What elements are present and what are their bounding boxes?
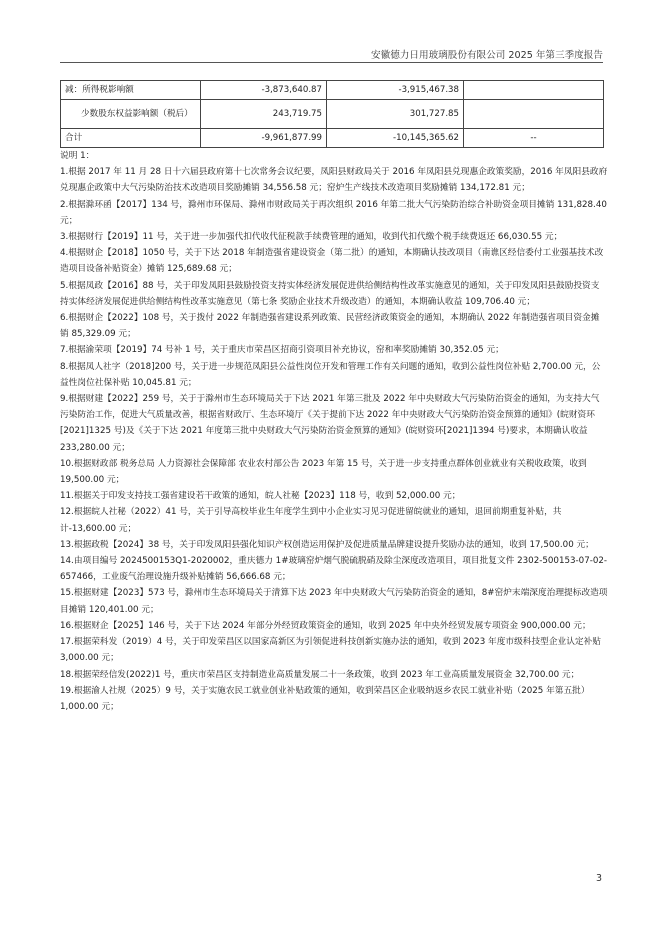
note-item: 6.根据财企【2022】108 号，关于拨付 2022 年制造强省建设系列政策、民营经济政策资金的通知，本期确认 2022 年制造强省项目资金摊销 85,329.09 元； xyxy=(60,313,600,340)
row-label: 少数股东权益影响额（税后） xyxy=(61,100,201,129)
note-item: 18.根据荣经信发(2022)1 号，重庆市荣昌区支持制造业高质量发展二十一条政策，收到 2023 年工业高质量发展资金 32,700.00 元； xyxy=(60,669,580,680)
note-item: 2.根据滁环函【2017】134 号，滁州市环保局、滁州市财政局关于再次组织 2016 年第二批大气污染防治综合补助资金项目摊销 131,828.40 元； xyxy=(60,199,607,226)
note-item: 13.根据政税【2024】38 号，关于印发凤阳县强化知识产权创造运用保护及促进质量品牌建设提升奖励办法的通知，收到 17,500.00 元； xyxy=(60,539,594,550)
note-item: 9.根据财建【2022】259 号，关于于滁州市生态环境局关于下达 2021 年第三批及 2022 年中央财政大气污染防治资金的通知，为支持大气污染防治工作，促进大气质量改善，根据省财政厅、生态环境厅《关于提前下达 2022 年中央财政大气污染防治资金预算的通知》(皖财资环[2021]1325 号)及《关于下达 2021 年度第三批中央财政大气污染防治资金预算的通知》(皖财资环[2021]1394 号)要求，本期确认收益 233,280.00 元； xyxy=(60,394,600,453)
note-item: 4.根据财企【2018】1050 号，关于下达 2018 年制造强省建设资金（第二批）的通知，本期确认技改项目（南谯区经信委付工业强基技术改造项目设备补贴资金）摊销 125,689.68 元； xyxy=(60,248,604,275)
note-item: 12.根据皖人社秘（2022）41 号，关于引导高校毕业生年度学生到中小企业实习见习促进留皖就业的通知，退回前期重复补贴，共计-13,600.00 元； xyxy=(60,507,562,534)
page-header: 安徽德力日用玻璃股份有限公司 2025 年第三季度报告 xyxy=(371,50,603,61)
note-item: 17.根据荣科发（2019）4 号，关于印发荣昌区以国家高新区为引领促进科技创新实施办法的通知，收到 2023 年度市级科技型企业认定补贴 3,000.00 元； xyxy=(60,637,601,664)
note-item: 14.由项目编号 2024500153Q1-2020002，重庆德力 1#玻璃窑炉烟气脱硫脱硝及除尘深度改造项目，项目批复文件 2302-500153-07-02-657466，工业废气治理设施升级补贴摊销 56,666.68 元； xyxy=(60,556,608,583)
cell-value: -10,145,365.62 xyxy=(327,129,464,148)
note-item: 8.根据凤人社字（2018]200 号，关于进一步规范凤阳县公益性岗位开发和管理工作有关问题的通知，收到公益性岗位补贴 2,700.00 元，公益性岗位社保补贴 10,045.81 元； xyxy=(60,361,601,388)
note-item: 5.根据凤政【2016】88 号，关于印发凤阳县鼓励投资支持实体经济发展促进供给侧结构性改革实施意见的通知，关于印发凤阳县鼓励投资支持实体经济发展促进供给侧结构性改革实施意见（第七条 奖励企业技术升级改造）的通知，本期确认收益 109,706.40 元； xyxy=(60,280,600,307)
note-item: 11.根据关于印发支持技工强省建设若干政策的通知，皖人社秘【2023】118 号，收到 52,000.00 元； xyxy=(60,491,461,502)
note-item: 3.根据财行【2019】11 号，关于进一步加强代扣代收代征税款手续费管理的通知，收到代扣代缴个税手续费返还 66,030.55 元； xyxy=(60,232,563,243)
cell-value: -3,873,640.87 xyxy=(201,81,327,100)
cell-value xyxy=(464,81,604,100)
notes-section xyxy=(60,148,608,715)
cell-value: 301,727.85 xyxy=(327,100,464,129)
cell-value: -9,961,877.99 xyxy=(201,129,327,148)
note-item: 1.根据 2017 年 11 月 28 日十六届县政府第十七次常务会议纪要，凤阳县财政局关于 2016 年凤阳县兑现惠企政策奖励，2016 年凤阳县政府兑现惠企政策中大气污染防治技术改造项目奖励摊销 34,556.58 元；窑炉生产线技术改造项目奖励摊销 134,172.81 元； xyxy=(60,167,608,194)
cell-value: -- xyxy=(464,129,604,148)
cell-value: -3,915,467.38 xyxy=(327,81,464,100)
note-item: 16.根据财企【2025】146 号，关于下达 2024 年部分外经贸政策资金的通知，收到 2025 年中央外经贸发展专项资金 900,000.00 元； xyxy=(60,620,591,631)
note-item: 15.根据财建【2023】573 号，滁州市生态环境局关于清算下达 2023 年中央财政大气污染防治资金的通知，8#窑炉末端深度治理提标改造项目摊销 120,401.00 元； xyxy=(60,588,608,615)
row-label: 减：所得税影响额 xyxy=(61,81,201,100)
non-recurring-items-table xyxy=(60,80,604,148)
notes-heading: 说明 1： xyxy=(60,151,95,161)
cell-value: 243,719.75 xyxy=(201,100,327,129)
row-label: 合计 xyxy=(61,129,201,148)
note-item: 10.根据财政部 税务总局 人力资源社会保障部 农业农村部公告 2023 年第 15 号，关于进一步支持重点群体创业就业有关税收政策，收到 19,500.00 元； xyxy=(60,458,587,486)
cell-value xyxy=(464,100,604,129)
note-item: 19.根据渝人社规（2025）9 号，关于实施农民工就业创业补贴政策的通知，收到荣昌区企业吸纳返乡农民工就业补贴（2025 年第五批）1,000.00 元； xyxy=(60,685,590,712)
table-row xyxy=(61,100,604,129)
note-item: 7.根据渝荣项【2019】74 号补 1 号，关于重庆市荣昌区招商引资项目补充协议，窑和率奖励摊销 30,352.05 元； xyxy=(60,345,504,356)
header-rule xyxy=(60,62,603,63)
table-row xyxy=(61,129,604,148)
page-number: 3 xyxy=(595,873,602,884)
table-row xyxy=(61,81,604,100)
